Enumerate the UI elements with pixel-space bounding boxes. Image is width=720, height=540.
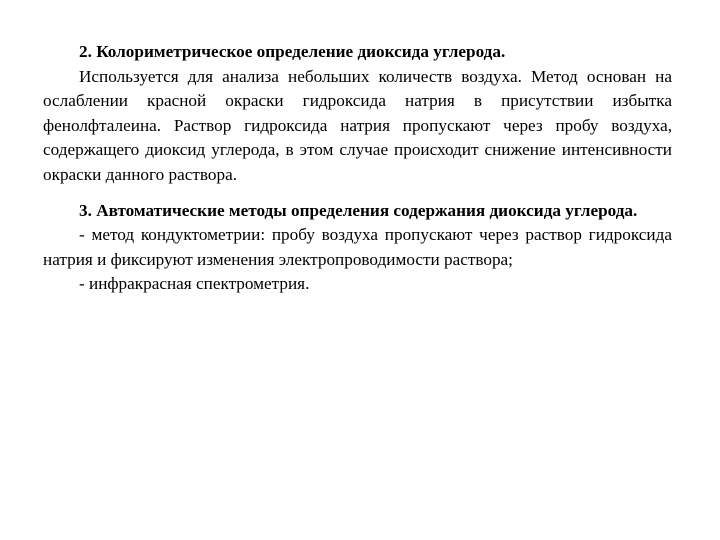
section-paragraph-colorimetric: Используется для анализа небольших количеств воздуха. Метод основан на ослаблении красной окраски гидроксида натрия в присутствии избытка фенолфталеина. Раствор гидроксида натрия пропускают через пробу воздуха, содержащего диоксид углерода, в этом случае происходит снижение интенсивности окраски данного раствора.	[43, 66, 672, 184]
list-item-infrared: - инфракрасная спектрометрия.	[79, 274, 310, 294]
document-page	[43, 40, 672, 297]
section-automatic-methods	[43, 199, 672, 297]
section-colorimetric	[43, 40, 672, 188]
list-item-conductometry: - метод кондуктометрии: пробу воздуха пропускают через раствор гидроксида натрия и фиксируют изменения электропроводимости раствора;	[43, 225, 672, 269]
section-heading-colorimetric: 2. Колориметрическое определение диоксида углерода.	[79, 42, 506, 61]
section-heading-automatic: 3. Автоматические методы определения содержания диоксида углерода.	[79, 200, 638, 220]
